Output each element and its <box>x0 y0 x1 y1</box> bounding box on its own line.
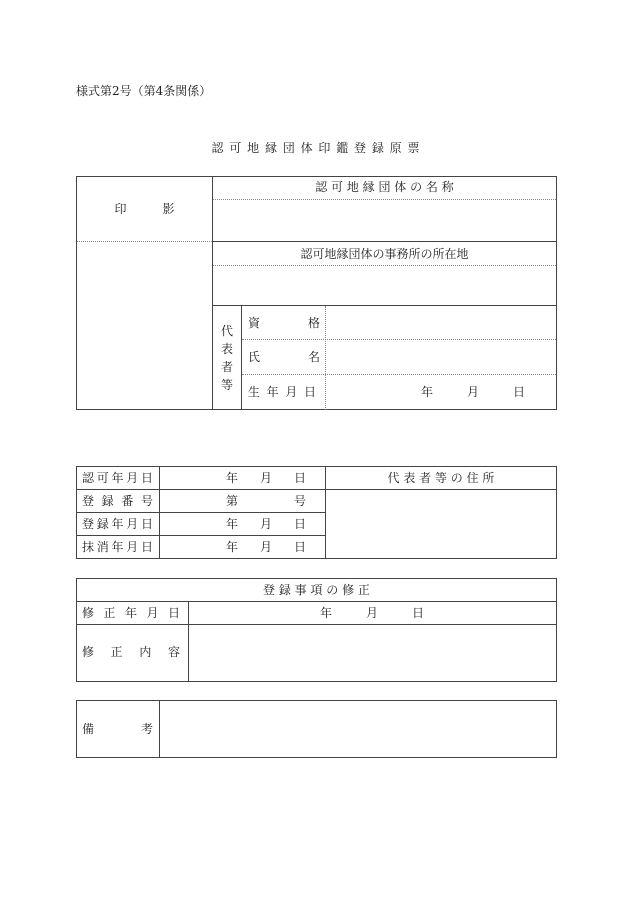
rep-row-divider <box>242 374 556 375</box>
row-divider <box>213 241 557 242</box>
birthdate-field[interactable]: 年 月 日 <box>421 385 525 399</box>
correction-date-label: 修 正 年 月 日 <box>82 606 180 620</box>
cancellation-date-label: 抹 消 年 月 日 <box>82 540 153 554</box>
name-label: 氏 名 <box>248 350 320 364</box>
correction-header: 登 録 事 項 の 修 正 <box>263 583 370 597</box>
registration-date-label: 登 録 年 月 日 <box>82 517 153 531</box>
office-address-label: 認可地縁団体の事務所の所在地 <box>300 247 469 261</box>
form-number: 様式第2号（第4条関係） <box>76 84 212 98</box>
seal-label: 印 影 <box>114 202 175 216</box>
document-title: 認 可 地 縁 団 体 印 鑑 登 録 原 票 <box>211 141 421 155</box>
representative-name-field[interactable] <box>326 340 556 374</box>
representative-address-field[interactable] <box>326 490 556 558</box>
remarks-label: 備 考 <box>82 722 153 736</box>
approval-date-label: 認 可 年 月 日 <box>82 471 153 485</box>
registration-number-field[interactable]: 第 号 <box>226 494 306 508</box>
correction-content-label: 修 正 内 容 <box>82 645 180 659</box>
cancellation-date-field[interactable]: 年 月 日 <box>226 540 306 554</box>
qualification-field[interactable] <box>326 306 556 339</box>
office-address-field[interactable] <box>213 266 556 305</box>
org-name-label: 認 可 地 縁 団 体 の 名 称 <box>315 180 454 194</box>
correction-date-field[interactable]: 年 月 日 <box>320 606 424 620</box>
qualification-label: 資 格 <box>248 316 320 330</box>
representative-divider <box>241 305 242 410</box>
row-divider <box>76 601 557 602</box>
registration-number-label: 登 録 番 号 <box>82 494 153 508</box>
correction-content-field[interactable] <box>189 625 556 681</box>
row-divider <box>76 512 326 513</box>
org-name-field[interactable] <box>213 200 556 241</box>
representative-label: 代表者等 <box>220 324 233 392</box>
approval-date-field[interactable]: 年 月 日 <box>226 471 306 485</box>
representative-address-label: 代 表 者 等 の 住 所 <box>387 471 495 485</box>
row-divider <box>76 535 326 536</box>
seal-area-divider <box>77 241 212 242</box>
registration-date-field[interactable]: 年 月 日 <box>226 517 306 531</box>
birthdate-label: 生 年 月 日 <box>248 385 316 399</box>
remarks-field[interactable] <box>160 701 556 757</box>
